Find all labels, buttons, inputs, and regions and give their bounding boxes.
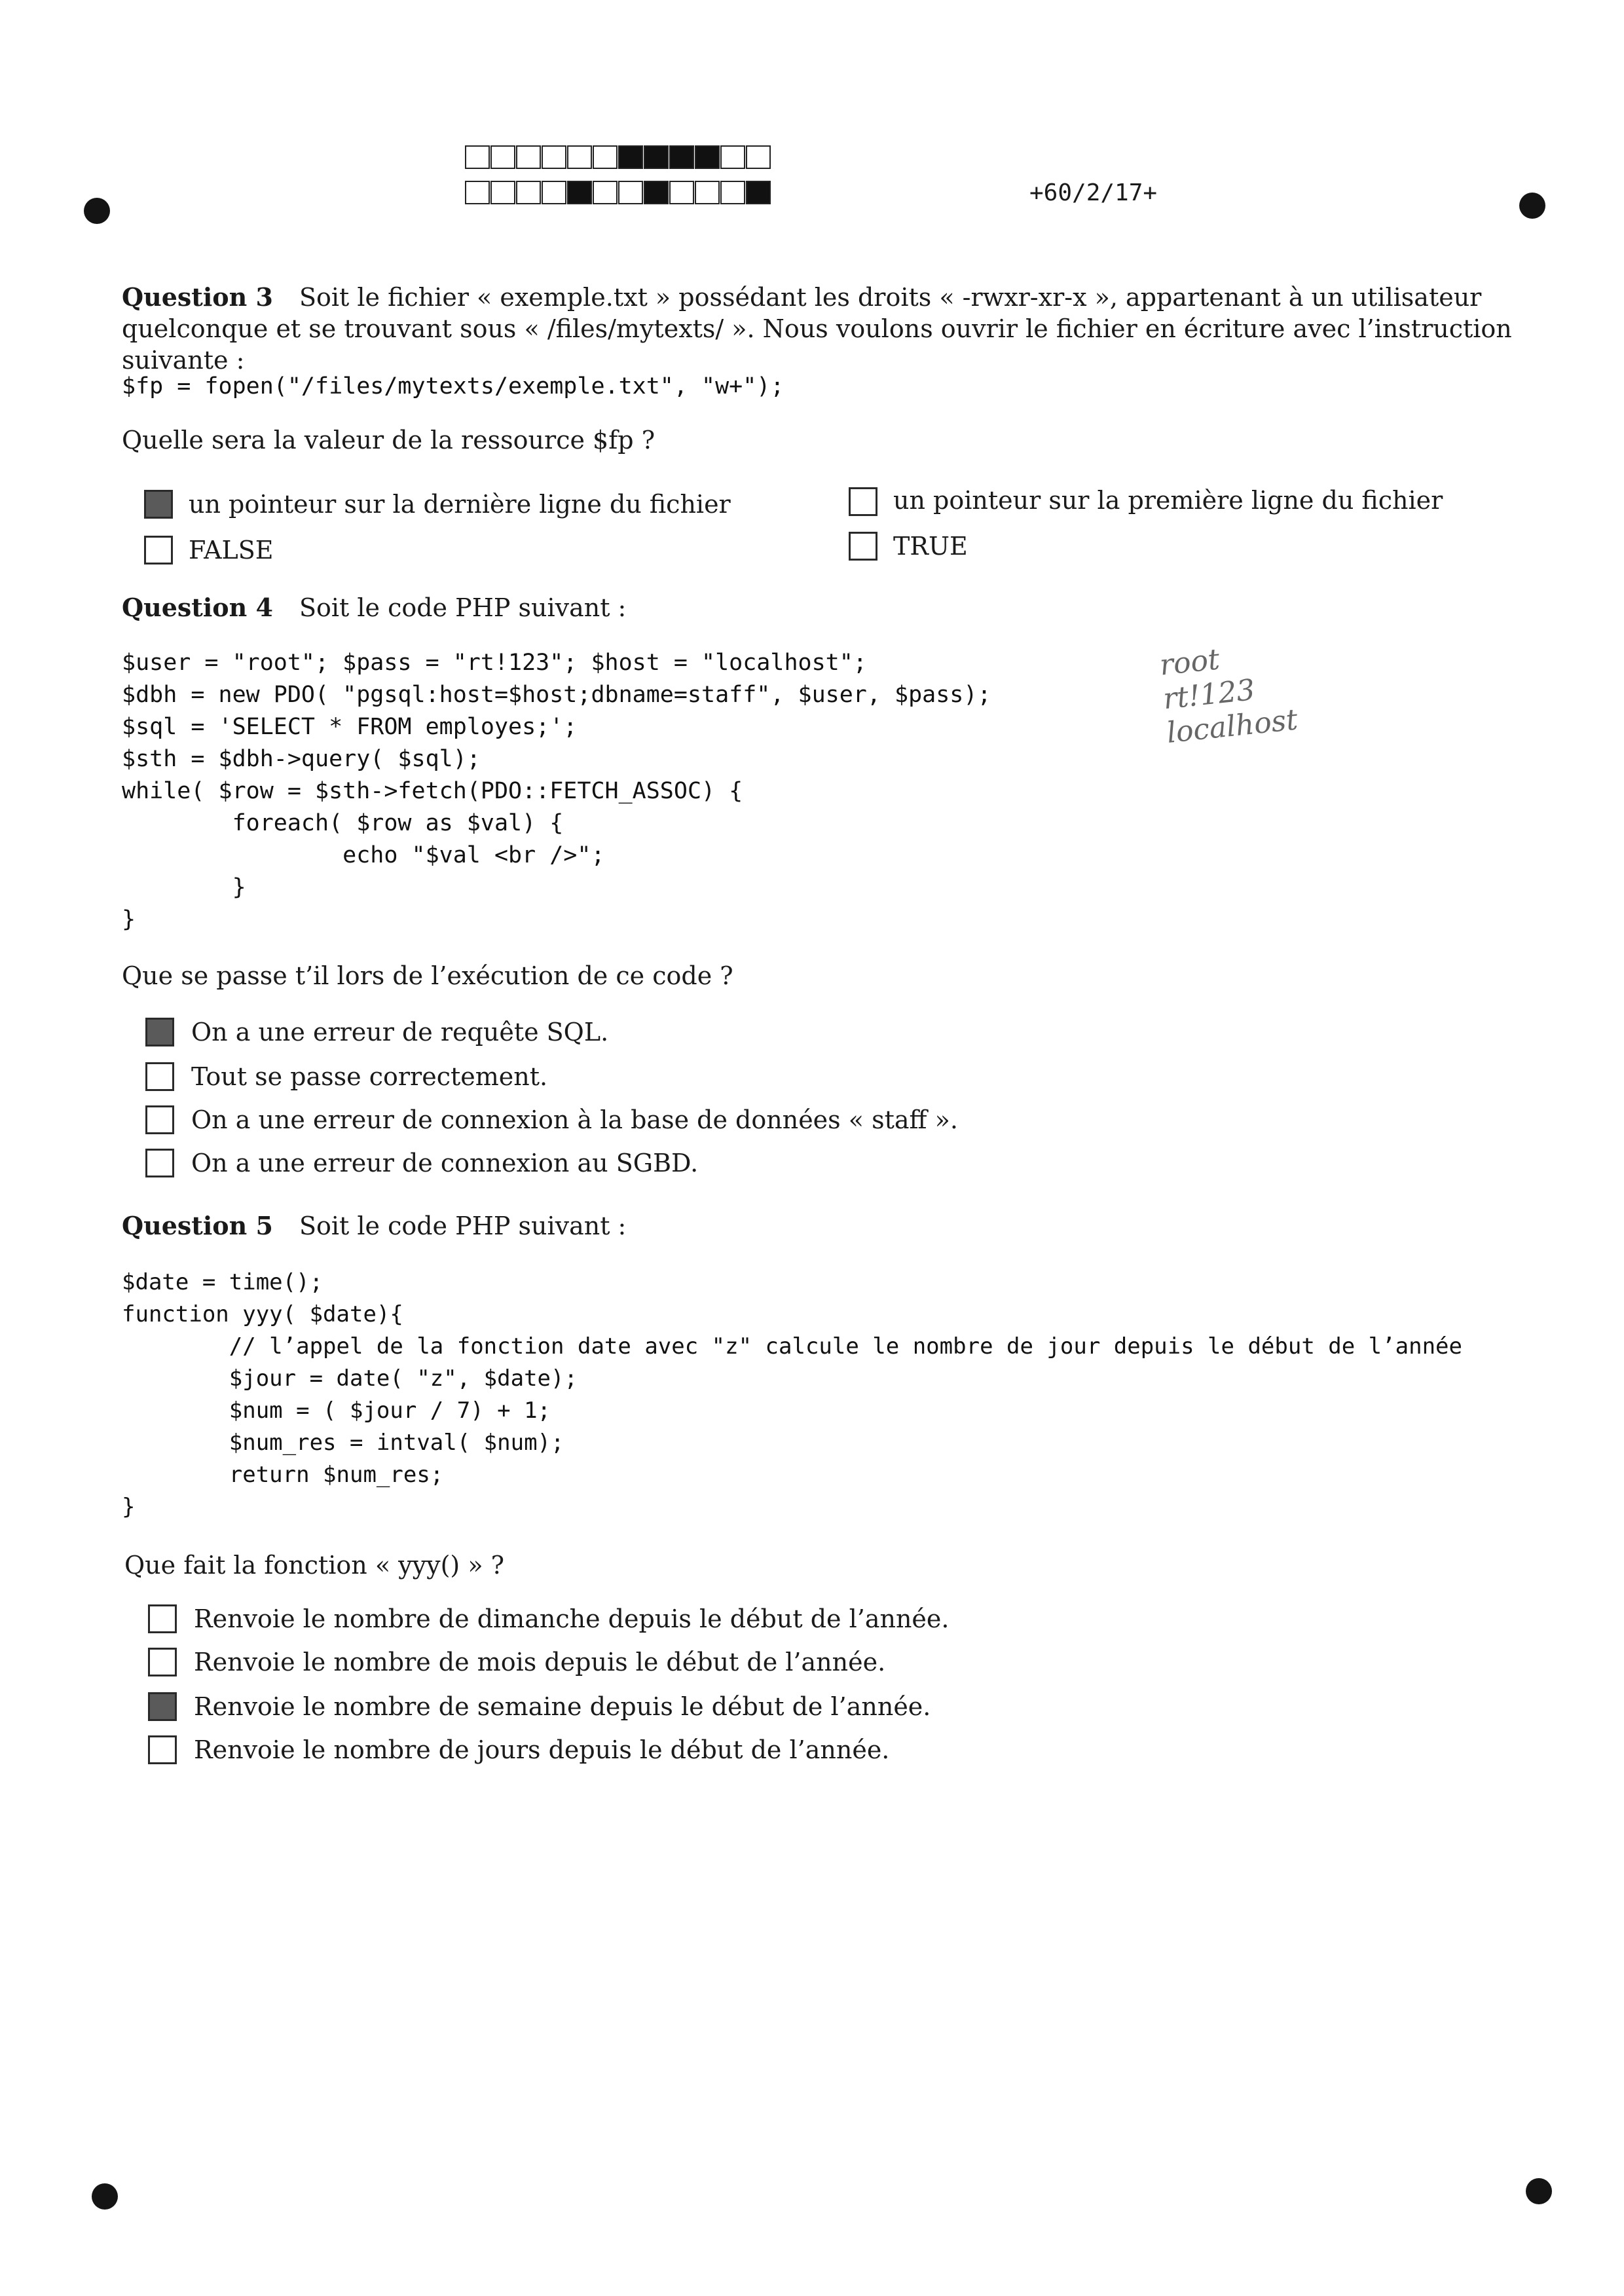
question-3-prompt: Quelle sera la valeur de la ressource $fp ? — [122, 426, 655, 454]
option-checkbox[interactable] — [145, 1105, 174, 1134]
option-label: On a une erreur de connexion au SGBD. — [191, 1149, 699, 1177]
option-checkbox[interactable] — [148, 1604, 177, 1633]
option-label: Renvoie le nombre de dimanche depuis le début de l’année. — [194, 1604, 950, 1633]
option-label: un pointeur sur la première ligne du fichier — [893, 486, 1443, 515]
option-label: FALSE — [189, 536, 274, 565]
barcode-cell — [567, 145, 592, 169]
option-checkbox[interactable] — [148, 1735, 177, 1764]
option-label: On a une erreur de requête SQL. — [191, 1018, 609, 1046]
option-checkbox[interactable] — [145, 1062, 174, 1091]
option-checkbox[interactable] — [849, 487, 877, 516]
barcode-cell — [695, 145, 720, 169]
option-label: On a une erreur de connexion à la base de données « staff ». — [191, 1105, 958, 1134]
barcode-cell — [695, 181, 720, 204]
barcode-cell — [746, 181, 771, 204]
option-checkbox[interactable] — [148, 1692, 177, 1721]
sheet-id: +60/2/17+ — [1029, 179, 1158, 206]
option-label: Tout se passe correctement. — [191, 1062, 548, 1091]
question-4-intro — [122, 592, 626, 623]
barcode-cell — [516, 181, 541, 204]
question-5-intro — [122, 1210, 626, 1242]
barcode-cell — [542, 181, 566, 204]
option-checkbox[interactable] — [144, 490, 173, 519]
barcode-cell — [465, 181, 490, 204]
barcode-row — [465, 181, 771, 204]
barcode-cell — [644, 145, 669, 169]
question-label: Question 3 — [122, 282, 273, 312]
barcode-cell — [746, 145, 771, 169]
barcode-cell — [669, 181, 694, 204]
question-4-prompt: Que se passe t’il lors de l’exécution de ce code ? — [122, 961, 733, 990]
option-checkbox[interactable] — [849, 532, 877, 561]
barcode-cell — [593, 145, 618, 169]
handwritten-line: localhost — [1165, 703, 1300, 750]
option-label: un pointeur sur la dernière ligne du fichier — [189, 490, 731, 519]
option-checkbox[interactable] — [148, 1648, 177, 1676]
question-text: Soit le code PHP suivant : — [299, 593, 627, 622]
barcode-cell — [465, 145, 490, 169]
barcode-row — [465, 145, 771, 169]
handwritten-line: rt!123 — [1161, 673, 1257, 716]
handwritten-line: root — [1158, 642, 1221, 682]
barcode-cell — [720, 145, 745, 169]
question-label: Question 4 — [122, 593, 273, 622]
question-label: Question 5 — [122, 1211, 273, 1240]
barcode-cell — [618, 181, 643, 204]
barcode-cell — [490, 181, 515, 204]
handwritten-note — [1158, 635, 1299, 750]
question-3-code: $fp = fopen("/files/mytexts/exemple.txt", "w+"); — [122, 373, 784, 399]
barcode-cell — [669, 145, 694, 169]
option-checkbox[interactable] — [144, 536, 173, 565]
barcode-cell — [542, 145, 566, 169]
question-4-code: $user = "root"; $pass = "rt!123"; $host = "localhost"; $dbh = new PDO( "pgsql:host=$host;dbname=staff", $user, $pass); $sql = 'SELECT * FROM employes;'; $sth = $dbh->query( $sql); while( $row = $sth->fetch(PDO::FETCH_ASSOC) { foreach( $row as $val) { echo "$val <br />"; } } — [122, 650, 991, 933]
question-3-intro — [122, 282, 1523, 376]
registration-mark-top-right — [1519, 193, 1545, 219]
registration-mark-bottom-right — [1526, 2178, 1552, 2204]
barcode-cell — [593, 181, 618, 204]
option-label: Renvoie le nombre de semaine depuis le début de l’année. — [194, 1692, 931, 1721]
barcode-cell — [567, 181, 592, 204]
barcode-cell — [618, 145, 643, 169]
option-label: TRUE — [893, 532, 968, 561]
barcode-cell — [720, 181, 745, 204]
barcode-cell — [644, 181, 669, 204]
question-text: Soit le fichier « exemple.txt » possédant les droits « -rwxr-xr-x », appartenant à un utilisateur quelconque et se trouvant sous « /files/mytexts/ ». Nous voulons ouvrir le fichier en écriture avec l’instruction suivante : — [122, 283, 1512, 375]
question-text: Soit le code PHP suivant : — [299, 1212, 627, 1240]
registration-mark-top-left — [84, 198, 110, 224]
option-checkbox[interactable] — [145, 1149, 174, 1177]
registration-mark-bottom-left — [92, 2183, 118, 2210]
barcode-cell — [516, 145, 541, 169]
option-label: Renvoie le nombre de jours depuis le début de l’année. — [194, 1735, 890, 1764]
option-checkbox[interactable] — [145, 1018, 174, 1046]
question-5-prompt: Que fait la fonction « yyy() » ? — [124, 1551, 505, 1580]
option-label: Renvoie le nombre de mois depuis le début de l’année. — [194, 1648, 886, 1676]
barcode-cell — [490, 145, 515, 169]
question-5-code: $date = time(); function yyy( $date){ // l’appel de la fonction date avec "z" calcule le nombre de jour depuis le début de l’année $jour = date( "z", $date); $num = ( $jour / 7) + 1; $num_res = intval( $num); return $num_res; } — [122, 1269, 1462, 1520]
